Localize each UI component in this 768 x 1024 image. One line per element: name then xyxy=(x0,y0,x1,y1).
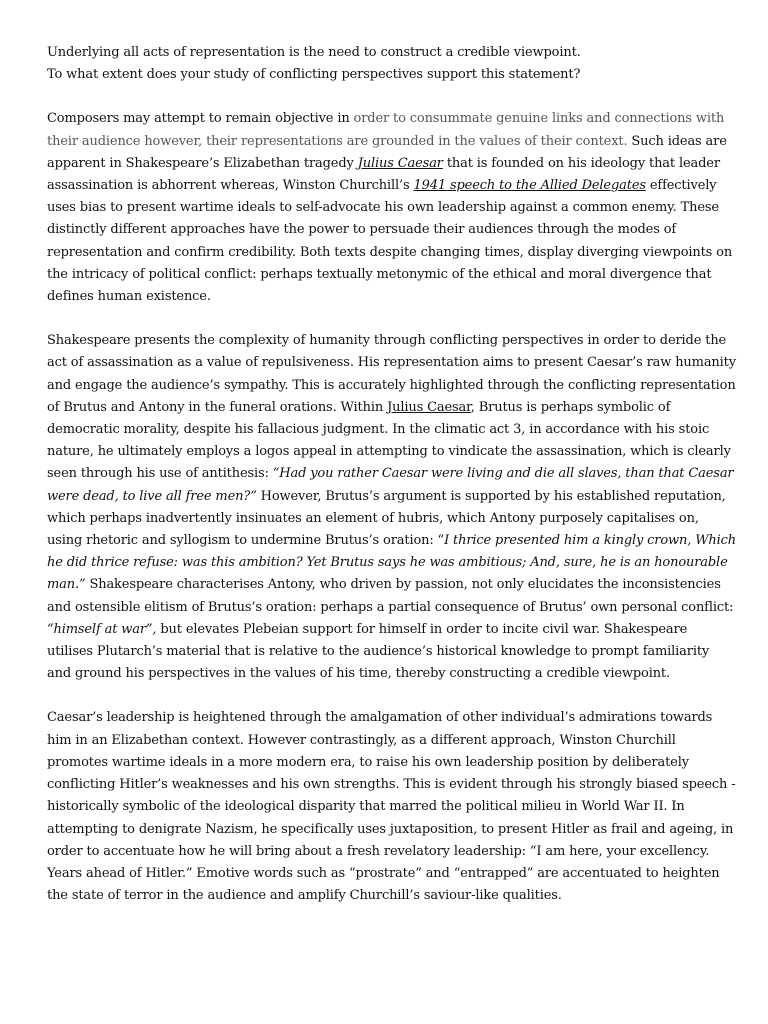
intro-text-5: that is founded on his ideology that leader assassination is abhorrent whereas, Winston Churchill’s xyxy=(47,155,720,194)
body1-text-9: but elevates Plebeian support for himself in order to incite civil war. Shakespeare utilises Plutarch’s material that is relative to the audience’s historical knowledge to prompt familiarity and ground his perspectives in the values of his time, thereby constructing a credible viewpoint. xyxy=(47,621,710,682)
antony-quote: I thrice presented him a kingly crown, Which he did thrice refuse: was this ambition? Yet Brutus says he was ambitious; And, sure, he is an honourable man.” xyxy=(47,533,737,593)
brutus-quote: “Had you rather Caesar were living and die all slaves, than that Caesar were dead, to live all free men?” xyxy=(47,466,734,504)
body-paragraph-1 xyxy=(47,330,737,685)
intro-paragraph xyxy=(47,108,737,308)
essay-prompt xyxy=(47,42,737,86)
julius-caesar-link[interactable]: Julius Caesar xyxy=(357,155,443,171)
intro-text-7: effectively uses bias to present wartime ideals to self-advocate his own leadership against a common enemy. These distinctly different approaches have the power to persuade their audiences through the modes of representation and confirm credibility. Both texts despite changing times, display diverging viewpoints on the intricacy of political conflict: perhaps textually metonymic of the ethical and moral divergence that defines human existence. xyxy=(47,178,733,305)
body1-text-5: However, Brutus’s argument is supported by his established reputation, which perhaps inadvertently insinuates an element of hubris, which Antony purposely capitalises on, using rhetoric and syllogism to undermine Brutus’s oration: “ xyxy=(47,488,726,549)
himself-at-war-quote: “himself at war”, xyxy=(47,621,157,637)
julius-caesar-title: Julius Caesar xyxy=(387,399,471,415)
intro-text-2: order to consummate genuine links and connections with their audience however, their representations are grounded in the values of their context. xyxy=(47,111,725,149)
churchill-speech-link[interactable]: 1941 speech to the Allied Delegates xyxy=(413,178,646,194)
body2-text: Caesar’s leadership is heightened through the amalgamation of other individual’s admirations towards him in an Elizabethan context. However contrastingly, as a different approach, Winston Churchill promotes wartime ideals in a more modern era, to raise his own leadership position by deliberately conflicting Hitler’s weaknesses and his own strengths. This is evident through his strongly biased speech - historically symbolic of the ideological disparity that marred the political milieu in World War II. In attempting to denigrate Nazism, he specifically uses juxtaposition, to present Hitler as frail and ageing, in order to accentuate how he will bring about a fresh revelatory leadership: “I am here, your excellency. Years ahead of Hitler.” Emotive words such as “prostrate” and “entrapped” are accentuated to heighten the state of terror in the audience and amplify Churchill’s saviour-like qualities. xyxy=(47,710,736,904)
body1-text-7: Shakespeare characterises Antony, who driven by passion, not only elucidates the inconsistencies and ostensible elitism of Brutus’s oration: perhaps a partial consequence of Brutus’ own personal conflict: xyxy=(47,577,734,615)
intro-text-3: Such ideas are apparent in Shakespeare’s Elizabethan tragedy xyxy=(47,133,727,171)
prompt-line-2: To what extent does your study of conflicting perspectives support this statement? xyxy=(47,67,581,83)
body1-text-1: Shakespeare presents the complexity of humanity through conflicting perspectives in order to deride the act of assassination as a value of repulsiveness. His representation aims to present Caesar’s raw humanity and engage the audience’s sympathy. This is accurately highlighted through the conflicting representation of Brutus and Antony in the funeral orations. Within xyxy=(47,333,736,415)
document-page xyxy=(47,42,737,929)
prompt-line-1: Underlying all acts of representation is the need to construct a credible viewpoint. xyxy=(47,45,581,60)
body-paragraph-2 xyxy=(47,707,737,907)
body1-text-3: , Brutus is perhaps symbolic of democratic morality, despite his fallacious judgment. In the climatic act 3, in accordance with his stoic nature, he ultimately employs a logos appeal in attempting to vindicate the assassination, which is clearly seen through his use of antithesis: xyxy=(47,399,731,482)
intro-text-1: Composers may attempt to remain objective in xyxy=(47,111,354,127)
